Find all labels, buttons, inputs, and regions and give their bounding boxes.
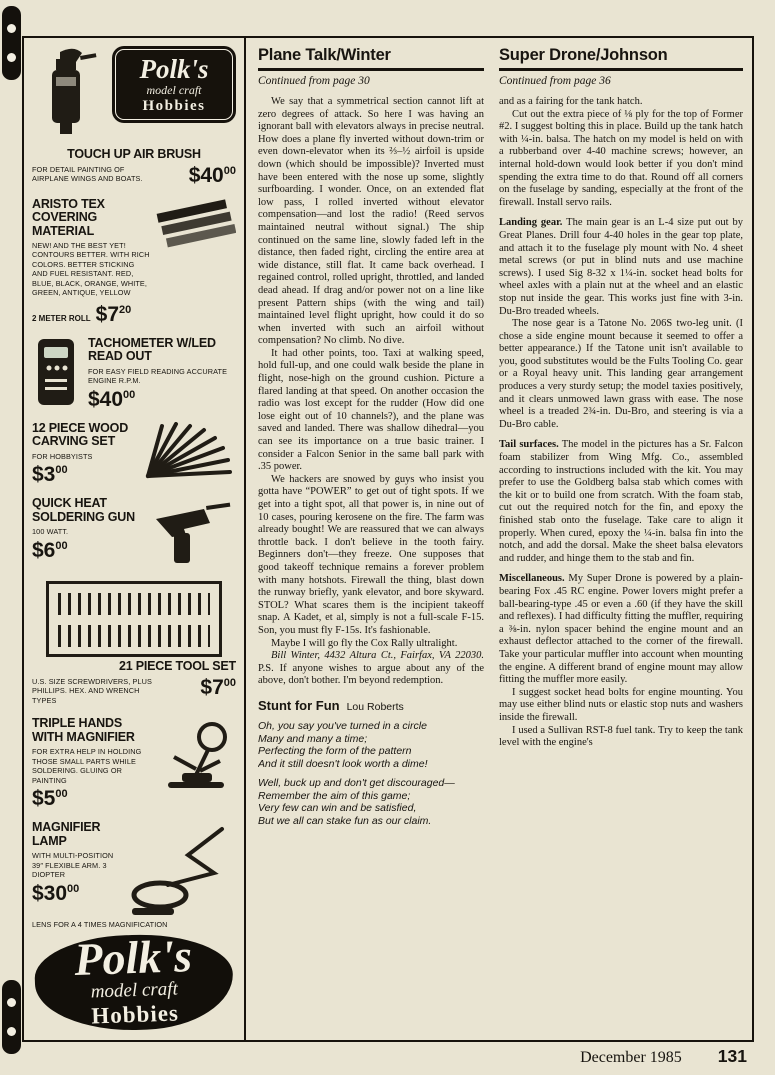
product-title: QUICK HEAT SOLDERING GUN bbox=[32, 496, 135, 524]
brand-line3: Hobbies bbox=[90, 1001, 180, 1030]
brand-line2: model craft bbox=[146, 83, 202, 97]
paragraph: We say that a symmetrical section cannot lift at zero degrees of attack. So here I was having an ignorant ball with elevators always in precise neutral. How does a plane fly inverted without down-trim or even down-elevator when its ⅔–½ airfoil is upside down (which should be impossible)? Inverted must have been entered with the nose up some, slightly surfboarding. I wonder. Once, on an extended flat low pass, I rolled inverted without elevator compensation—and lost the radio! (Reed servos maintained neutral without signal.) The ship continued on the same line, slowly faded left in the distance, then faded right, circling the entire area at wide distance, still flat. It came back overhead. I regained control, rolled upright, throttled, and landed dead ahead. If drag and/or power not on a line like present Pattern ships (with the wing and tail) maintained level flight upright, how could it do so when inverted with such an airfoil without compensation? No climb. No dive. bbox=[258, 96, 484, 347]
product-desc: FOR HOBBYISTS bbox=[32, 451, 93, 461]
signature-postscript: P.S. If anyone wishes to argue about any of the above, don't bother. I'm beyond redemption. bbox=[258, 662, 484, 687]
poem-stanza-1 bbox=[258, 720, 484, 770]
page-number: 131 bbox=[717, 1046, 747, 1066]
paragraph bbox=[499, 217, 743, 318]
ad-product-magnifier-lamp bbox=[32, 821, 236, 929]
product-price bbox=[96, 304, 132, 325]
brand-line3: Hobbies bbox=[142, 98, 206, 115]
binder-hole bbox=[7, 24, 16, 33]
binder-holes-top bbox=[2, 6, 21, 80]
paragraph: and as a fairing for the tank hatch. bbox=[499, 96, 643, 107]
article-title: Super Drone/Johnson bbox=[499, 46, 668, 64]
price-cents: 00 bbox=[55, 539, 68, 552]
price-cents: 00 bbox=[67, 882, 80, 895]
paragraph bbox=[499, 573, 743, 686]
continued-note: Continued from page 36 bbox=[499, 75, 611, 87]
polks-logo-large bbox=[33, 932, 234, 1034]
ad-column bbox=[24, 38, 246, 1040]
price-cents: 00 bbox=[223, 676, 236, 689]
paragraph: It had other points, too. Taxi at walking speed, hold full-up, and one could walk beside the plane in flight, nose-high on the ground cushion. Picture a flared landing at that speed. On another occasion the radio was lost except for the rudder (How did one lose eight out of 10 channels?), and the plane was saved and landed. There was shallow dihedral—you can see its importance on a true basic trainer. I consider a Falcon Senior in the same ball park with .35 power. bbox=[258, 347, 484, 473]
poem-line: Perfecting the form of the pattern bbox=[258, 745, 412, 758]
price-dollars: $7 bbox=[95, 302, 120, 326]
product-desc: NEW! AND THE BEST YET! CONTOURS BETTER. WITH RICH COLORS. BETTER STICKING AND FUEL RESISTANT. RED, BLUE, BLACK, ORANGE, WHITE, GREEN, ANTIQUE, YELLOW bbox=[32, 241, 150, 298]
covering-material-image bbox=[156, 198, 236, 254]
brand-line2: model craft bbox=[90, 978, 179, 1003]
article-super-drone bbox=[499, 46, 743, 1040]
poem-line: Well, buck up and don't get discouraged— bbox=[258, 777, 455, 790]
ad-product-wood-carving-set bbox=[32, 422, 236, 485]
product-price bbox=[200, 677, 236, 698]
carving-set-image bbox=[140, 422, 236, 484]
product-note: LENS FOR A 4 TIMES MAGNIFICATION bbox=[32, 920, 168, 930]
paragraph: We hackers are snowed by guys who insist you gotta have “POWER” to get out of tight spots. If we get into a tight spot, all that power is, in nine out of 10 cases, pouring kerosene on the fire. The farm was already bought! We are reassured that we can always throttle back. I don't believe in the tooth fairy. Beginners don't—they freeze. One supposes that good takeoff technique remains a forever problem with many hotshots. Firewall the thing, blast down the runway briefly, yank elevator, and bore skyward. STOL? What scares them is the incipient takeoff snap. A Kadet, et al, simply is not a full-scale F-15. Son, you must fly F-15s. It's fashionable. bbox=[258, 473, 484, 636]
binder-hole bbox=[7, 1027, 16, 1036]
articles-area bbox=[246, 38, 752, 1040]
poem-stanza-2 bbox=[258, 777, 484, 827]
product-price bbox=[88, 389, 236, 410]
paragraph-lead: Landing gear. bbox=[499, 217, 563, 229]
product-title: MAGNIFIER LAMP bbox=[32, 820, 101, 848]
magnifier-lamp-image bbox=[126, 821, 236, 917]
price-dollars: $5 bbox=[32, 787, 56, 811]
article-signature bbox=[258, 650, 484, 688]
product-price bbox=[32, 883, 120, 904]
product-desc: WITH MULTI-POSITION 39″ FLEXIBLE ARM. 3 DIOPTER bbox=[32, 851, 114, 880]
product-price bbox=[32, 540, 144, 561]
paragraph-text: The main gear is an L-4 size put out by Great Planes. Drill four 4-40 holes in the gear top plate, and attach it to the fuselage ply mount with No. 4 sheet metal screws (or put in blind nuts and use machine screws). I used Sig 8-32 x 1¼-in. socket head bolts for wheel axles with a plain nut at the wheel and an elastic stop nut inside the gear. This works just fine with 3-in. Du-Bro treaded wheels. bbox=[499, 217, 743, 317]
ad-product-air-brush bbox=[32, 148, 236, 186]
paragraph-lead: Miscellaneous. bbox=[499, 573, 565, 585]
price-cents: 00 bbox=[55, 464, 68, 477]
price-cents: 00 bbox=[123, 388, 136, 401]
price-dollars: $30 bbox=[32, 881, 68, 905]
continued-note: Continued from page 30 bbox=[258, 75, 370, 87]
stunt-author: Lou Roberts bbox=[346, 700, 404, 713]
price-dollars: $3 bbox=[32, 463, 56, 487]
page-footer bbox=[580, 1046, 747, 1067]
poem-line: But we all can stake fun as our claim. bbox=[258, 815, 432, 828]
polks-logo bbox=[112, 46, 236, 123]
product-price bbox=[32, 464, 134, 485]
ad-product-triple-hands bbox=[32, 717, 236, 809]
stunt-title bbox=[258, 698, 484, 713]
price-dollars: $40 bbox=[188, 163, 224, 187]
product-price bbox=[189, 165, 236, 186]
paragraph: I suggest socket head bolts for engine mounting. You may use either blind nuts or elastic stop nuts and washers inside the firewall. bbox=[499, 686, 743, 723]
binder-holes-bottom bbox=[2, 980, 21, 1054]
page-frame bbox=[22, 36, 754, 1042]
paragraph: Cut out the extra piece of ⅛ ply for the top of Former #2. I suggest bolting this in place. Build up the tank hatch with ¼-in. balsa. The hatch on my model is held on with a rubberband over 4-40 machine screws; however, an internal hold-down would look better if you don't mind spending the extra time to do that. Round off all corners on the fuselage by sanding, especially at the front of the firewall. Install servo rails. bbox=[499, 108, 743, 208]
paragraph-text: My Super Drone is powered by a plain-bearing Fox .45 RC engine. Power lovers might prefer a ball-bearing-type .45 or even a .60 (if they have the skill and reflexes). I had difficulty fitting the muffler, requiring a ⅜-in. nylon spacer behind the engine mount and an exhaust deflector attached to the corner of the firewall. Take your particular muffler into account when mounting the engine. A different brand of engine mount may allow fitting the muffler more easily. bbox=[499, 573, 743, 686]
price-dollars: $40 bbox=[88, 387, 124, 411]
product-desc: U.S. SIZE SCREWDRIVERS, PLUS PHILLIPS. HEX. AND WRENCH TYPES bbox=[32, 676, 152, 705]
ad-product-tool-set bbox=[32, 579, 236, 705]
product-desc: FOR DETAIL PAINTING OF AIRPLANE WINGS AND BOATS. bbox=[32, 164, 143, 183]
poem-line: Very few can win and be satisfied, bbox=[258, 802, 417, 815]
paragraph: Maybe I will go fly the Cox Rally ultralight. bbox=[271, 637, 458, 649]
price-cents: 00 bbox=[55, 788, 68, 801]
title-rule bbox=[499, 68, 743, 71]
paragraph-text: The model in the pictures has a Sr. Falcon foam stabilizer from Wing Mfg. Co., assembled according to instructions included with the kit. You may prefer to use the Goldberg balsa stab which comes with the kit or to build one from scratch. With the foam stab, cut out the required notch for the fin, and epoxy the finished stab onto the fuselage. Take care to align it properly. When cured, epoxy the ¼-in. balsa fin into the notch, and add the dorsal. Make the sheet balsa elevators and rudder, and hinge them to the stab and fin. bbox=[499, 439, 743, 564]
article-title: Plane Talk/Winter bbox=[258, 46, 391, 64]
poem-line: Many and many a time; bbox=[258, 732, 368, 745]
poem-line: Remember the aim of this game; bbox=[258, 789, 411, 802]
product-title: 21 PIECE TOOL SET bbox=[118, 659, 236, 674]
binder-hole bbox=[7, 53, 16, 62]
article-plane-talk bbox=[258, 46, 484, 1040]
paragraph: I used a Sullivan RST-8 fuel tank. Try to keep the tank level with the engine's bbox=[499, 724, 743, 749]
product-desc: FOR EXTRA HELP IN HOLDING THOSE SMALL PARTS WHILE SOLDERING. GLUING OR PAINTING bbox=[32, 747, 142, 785]
product-title: TACHOMETER W/LED READ OUT bbox=[88, 335, 216, 364]
poem-line: And it still doesn't look worth a dime! bbox=[258, 757, 428, 770]
product-desc: FOR EASY FIELD READING ACCURATE ENGINE R.P.M. bbox=[88, 366, 228, 386]
product-title: ARISTO TEX COVERING MATERIAL bbox=[32, 196, 105, 238]
product-title: TOUCH UP AIR BRUSH bbox=[67, 147, 201, 161]
price-dollars: $7 bbox=[200, 675, 224, 699]
paragraph-lead: Tail surfaces. bbox=[499, 439, 559, 451]
paragraph bbox=[499, 439, 743, 565]
brand-name: Polk's bbox=[73, 930, 193, 986]
tool-set-image bbox=[46, 581, 222, 657]
product-title: 12 PIECE WOOD CARVING SET bbox=[32, 420, 129, 449]
signature-address: Bill Winter, 4432 Altura Ct., Fairfax, VA 22030. bbox=[271, 650, 484, 662]
ad-header bbox=[32, 46, 236, 138]
price-cents: 20 bbox=[119, 303, 132, 316]
product-prelabel: 2 METER ROLL bbox=[32, 313, 91, 323]
product-price bbox=[32, 788, 150, 809]
price-cents: 00 bbox=[223, 164, 236, 177]
product-title: TRIPLE HANDS WITH MAGNIFIER bbox=[32, 716, 135, 744]
stunt-title-text: Stunt for Fun bbox=[258, 697, 340, 713]
stunt-for-fun-section bbox=[258, 698, 484, 828]
ad-product-covering-material bbox=[32, 198, 236, 325]
ad-product-soldering-gun bbox=[32, 497, 236, 567]
brand-name: Polk's bbox=[139, 54, 209, 84]
title-rule bbox=[258, 68, 484, 71]
tachometer-image bbox=[32, 337, 82, 409]
triple-hands-image bbox=[156, 717, 236, 791]
price-dollars: $6 bbox=[32, 538, 56, 562]
product-desc: 100 WATT. bbox=[32, 527, 69, 537]
paragraph: The nose gear is a Tatone No. 206S two-leg unit. (I chose a side engine mount because it seemed to offer a better appearance.) If the Tatone unit isn't available to you, good substitutes would be the Fults Tooling Co. gear or a Royal heavy unit. This landing gear arrangement produces a very sturdy setup; the model taxies positively, and it clears unmowed lawn grass with ease. The nose wheel is a treaded 2¾-in. Du-Bro, and steering is via a Du-Bro cable. bbox=[499, 318, 743, 430]
binder-hole bbox=[7, 998, 16, 1007]
footer-date: December 1985 bbox=[580, 1049, 682, 1066]
ad-product-tachometer bbox=[32, 337, 236, 410]
airbrush-image bbox=[32, 46, 104, 138]
poem-line: Oh, you say you've turned in a circle bbox=[258, 719, 427, 732]
soldering-gun-image bbox=[150, 497, 236, 567]
